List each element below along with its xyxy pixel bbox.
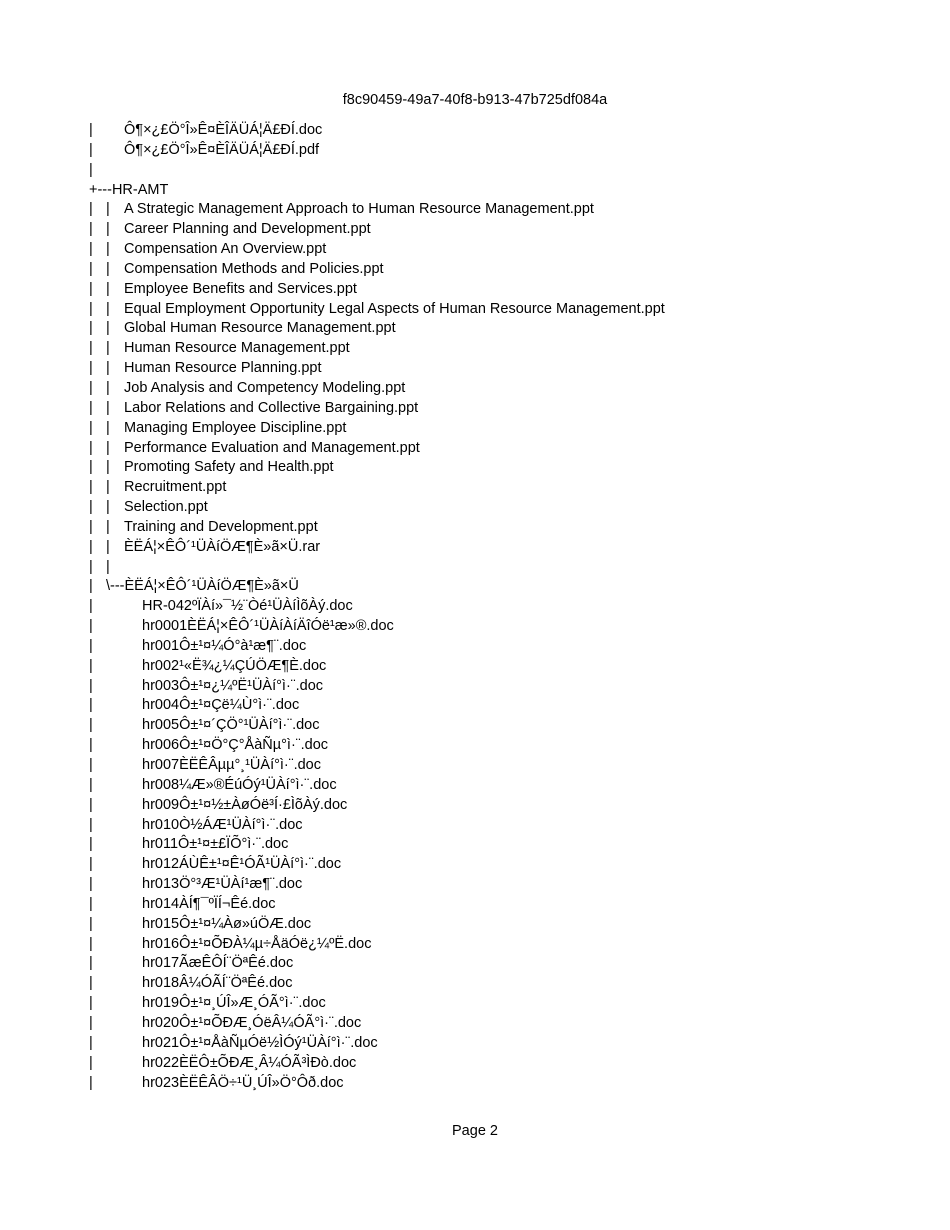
file-entry: Compensation An Overview.ppt — [124, 241, 327, 258]
file-entry: Human Resource Management.ppt — [124, 340, 350, 357]
tree-row — [0, 1013, 950, 1033]
tree-connector: | — [89, 657, 93, 674]
tree-connector: | — [89, 221, 93, 238]
tree-connector: | — [106, 518, 110, 535]
file-entry: hr013Ö°³Æ¹ÜÀí¹æ¶¨.doc — [142, 876, 303, 893]
tree-row — [0, 140, 950, 160]
file-entry: hr009Ô±¹¤½±ÀøÓë³Í·£ÌõÀý.doc — [142, 796, 348, 813]
tree-row — [0, 438, 950, 458]
file-entry: hr002¹«Ë¾¿¼ÇÚÖÆ¶È.doc — [142, 657, 327, 674]
file-entry: Performance Evaluation and Management.ppt — [124, 439, 420, 456]
folder-entry: +---HR-AMT — [89, 181, 169, 198]
tree-row — [0, 279, 950, 299]
tree-row — [0, 576, 950, 596]
tree-row — [0, 497, 950, 517]
tree-row — [0, 418, 950, 438]
file-entry: Training and Development.ppt — [124, 518, 318, 535]
tree-connector: | — [89, 975, 93, 992]
file-entry: hr010Ò½ÁÆ¹ÜÀí°ì·¨.doc — [142, 816, 303, 833]
tree-row — [0, 755, 950, 775]
tree-row — [0, 616, 950, 636]
file-entry: hr004Ô±¹¤Çë¼Ù°ì·¨.doc — [142, 697, 300, 714]
tree-row — [0, 398, 950, 418]
tree-connector: | — [89, 717, 93, 734]
tree-connector: | — [106, 320, 110, 337]
file-entry: hr003Ô±¹¤¿¼ºË¹ÜÀí°ì·¨.doc — [142, 677, 324, 694]
tree-connector: | — [89, 915, 93, 932]
tree-row — [0, 358, 950, 378]
file-entry: hr007ÈËÊÂµµ°¸¹ÜÀí°ì·¨.doc — [142, 757, 321, 773]
file-entry: Selection.ppt — [124, 499, 208, 516]
file-entry: Equal Employment Opportunity Legal Aspects of Human Resource Management.ppt — [124, 300, 665, 317]
page-header — [0, 90, 950, 110]
tree-connector: | — [89, 677, 93, 694]
tree-connector: | — [89, 737, 93, 754]
file-entry: Compensation Methods and Policies.ppt — [124, 260, 384, 277]
tree-connector: | — [89, 241, 93, 258]
tree-connector: | — [106, 340, 110, 357]
tree-connector: | — [89, 876, 93, 893]
file-entry: hr011Ô±¹¤±£ÏÕ°ì·¨.doc — [142, 836, 289, 853]
tree-connector: | — [89, 895, 93, 912]
tree-row — [0, 695, 950, 715]
tree-row — [0, 338, 950, 358]
file-entry: ÈËÁ¦×ÊÔ´¹ÜÀíÖÆ¶È»ã×Ü.rar — [124, 538, 321, 555]
tree-row — [0, 934, 950, 954]
tree-connector: | — [106, 479, 110, 496]
file-entry: hr0001ÈËÁ¦×ÊÔ´¹ÜÀíÀíÄîÓë¹æ»®.doc — [142, 618, 394, 635]
tree-row — [0, 1033, 950, 1053]
tree-connector: | — [106, 280, 110, 297]
file-entry: Labor Relations and Collective Bargaining.ppt — [124, 399, 419, 416]
tree-connector: | — [106, 201, 110, 218]
tree-connector: | — [89, 340, 93, 357]
tree-row — [0, 795, 950, 815]
tree-row — [0, 656, 950, 676]
tree-row — [0, 914, 950, 934]
file-entry: Human Resource Planning.ppt — [124, 360, 322, 377]
tree-connector: | — [89, 955, 93, 972]
file-entry: Career Planning and Development.ppt — [124, 221, 371, 238]
tree-connector: | — [89, 1034, 93, 1051]
tree-row — [0, 973, 950, 993]
tree-row — [0, 993, 950, 1013]
tree-row — [0, 557, 950, 577]
file-entry: hr017ÃæÊÔÍ¨ÖªÊé.doc — [142, 955, 294, 972]
tree-row — [0, 299, 950, 319]
tree-connector: | — [89, 935, 93, 952]
tree-row — [0, 854, 950, 874]
file-entry: hr021Ô±¹¤ÅàÑµÓë½ÌÓý¹ÜÀí°ì·¨.doc — [142, 1034, 378, 1051]
directory-tree — [0, 120, 950, 1092]
tree-connector: | — [106, 260, 110, 277]
folder-entry: \---ÈËÁ¦×ÊÔ´¹ÜÀíÖÆ¶È»ã×Ü — [106, 578, 299, 595]
tree-connector: | — [89, 995, 93, 1012]
tree-row — [0, 199, 950, 219]
tree-connector: | — [89, 141, 93, 158]
tree-connector: | — [106, 241, 110, 258]
tree-row — [0, 219, 950, 239]
tree-row — [0, 715, 950, 735]
tree-connector: | — [89, 439, 93, 456]
tree-connector: | — [89, 796, 93, 813]
tree-connector: | — [106, 538, 110, 555]
tree-connector: | — [106, 558, 110, 575]
tree-connector: | — [89, 1014, 93, 1031]
tree-row — [0, 636, 950, 656]
file-entry: hr005Ô±¹¤´ÇÖ°¹ÜÀí°ì·¨.doc — [142, 717, 320, 734]
tree-connector: | — [106, 360, 110, 377]
tree-row — [0, 953, 950, 973]
file-entry: hr012ÁÙÊ±¹¤Ê¹ÓÃ¹ÜÀí°ì·¨.doc — [142, 856, 342, 873]
tree-connector: | — [89, 320, 93, 337]
tree-connector: | — [89, 578, 93, 595]
tree-connector: | — [106, 300, 110, 317]
tree-connector: | — [89, 637, 93, 654]
tree-connector: | — [89, 538, 93, 555]
tree-row — [0, 477, 950, 497]
file-entry: hr006Ô±¹¤Ö°Ç°ÅàÑµ°ì·¨.doc — [142, 737, 329, 754]
file-entry: hr020Ô±¹¤ÕÐÆ¸ÓëÂ¼ÓÃ°ì·¨.doc — [142, 1014, 362, 1031]
tree-connector: | — [89, 201, 93, 218]
tree-row — [0, 517, 950, 537]
tree-connector: | — [89, 161, 93, 178]
tree-connector: | — [89, 776, 93, 793]
tree-row — [0, 457, 950, 477]
tree-connector: | — [106, 221, 110, 238]
file-entry: hr001Ô±¹¤¼Ó°à¹æ¶¨.doc — [142, 637, 307, 654]
tree-connector: | — [89, 122, 93, 138]
tree-row — [0, 239, 950, 259]
file-entry: hr023ÈËÊÂÖ÷¹Ü¸ÚÎ»Ö°Ôð.doc — [142, 1074, 344, 1091]
tree-row — [0, 259, 950, 279]
file-entry: hr016Ô±¹¤ÕÐÀ¼µ÷ÅäÓë¿¼ºË.doc — [142, 935, 372, 952]
file-entry: Ô¶×¿£Ö°Î»Ê¤ÈÎÄÜÁ¦Ä£ÐÍ.pdf — [124, 141, 320, 158]
file-entry: Global Human Resource Management.ppt — [124, 320, 396, 337]
file-entry: hr018Â¼ÓÃÍ¨ÖªÊé.doc — [142, 975, 293, 992]
tree-row — [0, 537, 950, 557]
file-entry: Ô¶×¿£Ö°Î»Ê¤ÈÎÄÜÁ¦Ä£ÐÍ.doc — [124, 122, 323, 138]
tree-connector: | — [89, 499, 93, 516]
tree-connector: | — [89, 379, 93, 396]
file-entry: hr008¼Æ»®ÉúÓý¹ÜÀí°ì·¨.doc — [142, 776, 337, 793]
file-entry: hr015Ô±¹¤¼Àø»úÖÆ.doc — [142, 915, 312, 932]
file-entry: Managing Employee Discipline.ppt — [124, 419, 347, 436]
file-entry: Job Analysis and Competency Modeling.ppt — [124, 379, 406, 396]
file-entry: HR-042ºÏÀí»¯½¨Òé¹ÜÀíÌõÀý.doc — [142, 598, 353, 615]
tree-row — [0, 1053, 950, 1073]
file-entry: hr022ÈËÔ±ÕÐÆ¸Â¼ÓÃ³ÌÐò.doc — [142, 1054, 357, 1071]
tree-row — [0, 775, 950, 795]
file-entry: Recruitment.ppt — [124, 479, 227, 496]
tree-connector: | — [89, 697, 93, 714]
tree-row — [0, 596, 950, 616]
tree-connector: | — [89, 816, 93, 833]
tree-connector: | — [106, 419, 110, 436]
tree-connector: | — [106, 399, 110, 416]
tree-row — [0, 378, 950, 398]
tree-connector: | — [89, 1074, 93, 1091]
tree-connector: | — [89, 1054, 93, 1071]
file-entry: Employee Benefits and Services.ppt — [124, 280, 357, 297]
tree-row — [0, 894, 950, 914]
tree-connector: | — [89, 280, 93, 297]
tree-row — [0, 180, 950, 200]
tree-row — [0, 318, 950, 338]
tree-connector: | — [89, 598, 93, 615]
tree-connector: | — [89, 479, 93, 496]
tree-connector: | — [89, 419, 93, 436]
tree-row — [0, 815, 950, 835]
tree-row — [0, 834, 950, 854]
tree-connector: | — [89, 856, 93, 873]
tree-connector: | — [89, 459, 93, 476]
tree-connector: | — [89, 836, 93, 853]
file-entry: Promoting Safety and Health.ppt — [124, 459, 334, 476]
tree-connector: | — [106, 459, 110, 476]
tree-connector: | — [89, 558, 93, 575]
tree-connector: | — [89, 360, 93, 377]
document-id: f8c90459-49a7-40f8-b913-47b725df084a — [342, 92, 608, 108]
tree-connector: | — [89, 518, 93, 535]
page-footer — [0, 1121, 950, 1141]
tree-connector: | — [89, 260, 93, 277]
file-entry: hr014ÀÍ¶¯ºÏÍ¬Êé.doc — [142, 895, 276, 912]
tree-connector: | — [89, 399, 93, 416]
tree-row — [0, 120, 950, 140]
tree-row — [0, 874, 950, 894]
file-entry: hr019Ô±¹¤¸ÚÎ»Æ¸ÓÃ°ì·¨.doc — [142, 995, 326, 1012]
tree-row — [0, 160, 950, 180]
tree-row — [0, 676, 950, 696]
tree-connector: | — [106, 499, 110, 516]
file-entry: A Strategic Management Approach to Human Resource Management.ppt — [124, 201, 594, 218]
tree-connector: | — [89, 300, 93, 317]
tree-connector: | — [89, 757, 93, 773]
tree-row — [0, 735, 950, 755]
tree-connector: | — [89, 618, 93, 635]
page-number: Page 2 — [452, 1123, 498, 1139]
tree-row — [0, 1073, 950, 1093]
tree-connector: | — [106, 439, 110, 456]
tree-connector: | — [106, 379, 110, 396]
